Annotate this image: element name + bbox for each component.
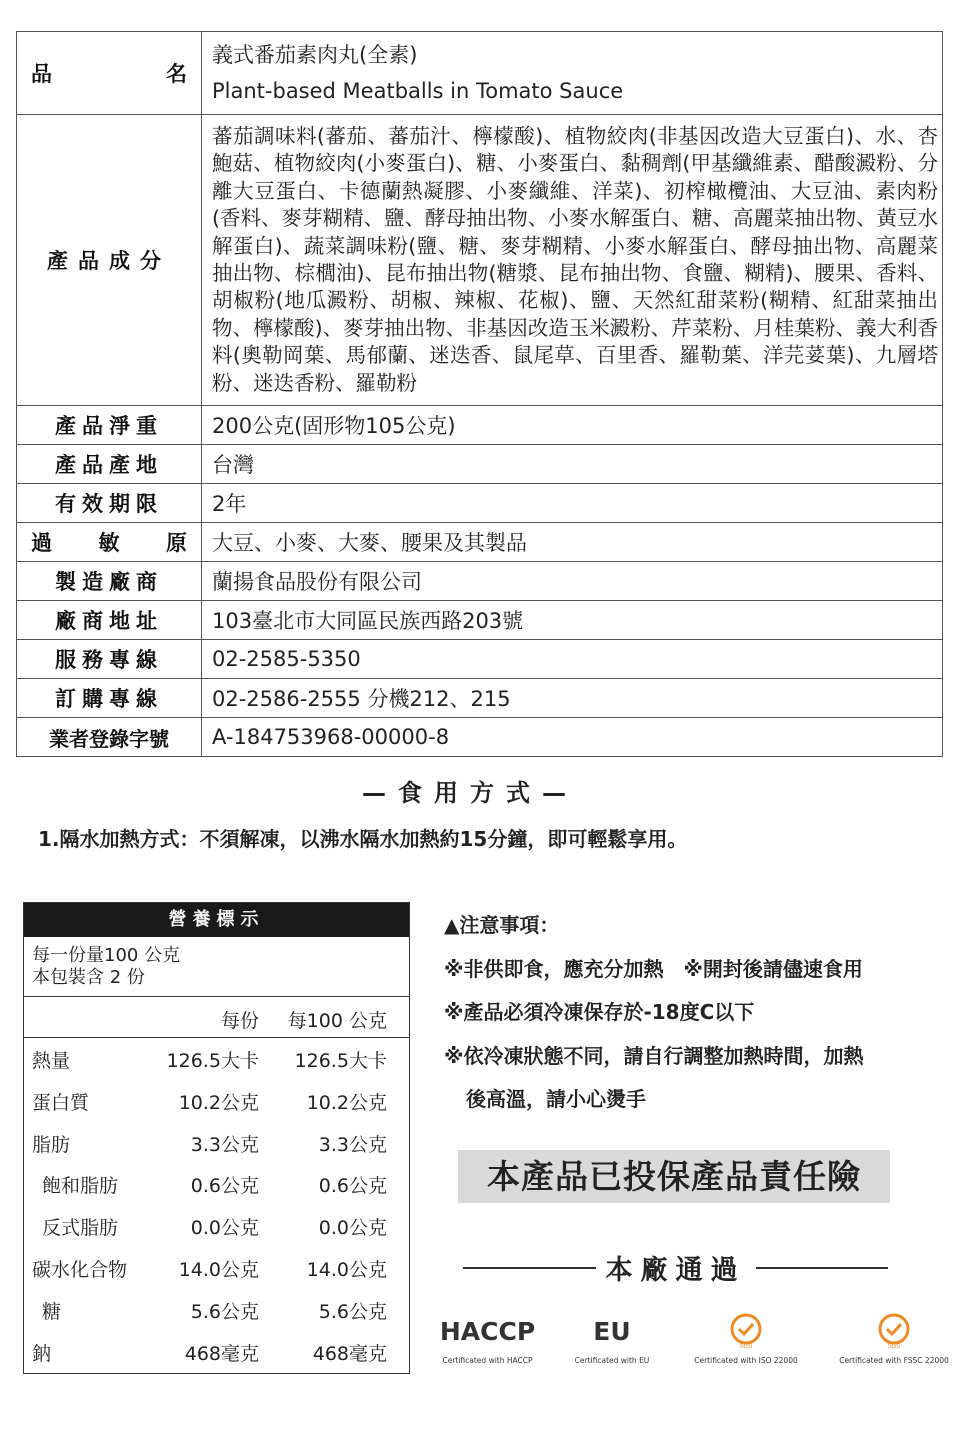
manufacturer-label: 製造廠商: [17, 562, 202, 601]
allergen-label: 過敏原: [17, 523, 202, 562]
nutrient-per-serving: 3.3公克: [190, 1133, 259, 1156]
nutrition-row-sugar: [24, 1289, 409, 1331]
ingredients-label: 產品成分: [17, 115, 202, 406]
nutrient-per-serving: 14.0公克: [178, 1258, 259, 1281]
net-weight-label: 產品淨重: [17, 406, 202, 445]
service-line-value: 02-2585-5350: [202, 640, 943, 679]
haccp-logo: HACCP: [439, 1316, 536, 1346]
nutrient-name: 糖: [42, 1300, 62, 1323]
nutrition-row-sodium: [24, 1331, 409, 1373]
cert-caption: Certificated with EU: [574, 1356, 650, 1365]
nutrient-per-100g: 0.6公克: [318, 1175, 387, 1198]
nutrition-rows: [24, 1038, 409, 1372]
notes-section: [444, 910, 944, 1128]
nutrient-name: 蛋白質: [32, 1091, 90, 1114]
nutrient-per-100g: 10.2公克: [306, 1091, 387, 1114]
col-per-100g: 每100 公克: [287, 1010, 387, 1032]
nutrient-per-serving: 126.5大卡: [166, 1050, 259, 1072]
svg-text:SGS: SGS: [887, 1344, 901, 1350]
nutrient-per-100g: 5.6公克: [318, 1300, 387, 1323]
nutrient-name: 脂肪: [32, 1133, 71, 1156]
product-info-table: [16, 31, 943, 757]
origin-value: 台灣: [202, 445, 943, 484]
insurance-banner: 本產品已投保產品責任險: [458, 1150, 890, 1203]
nutrition-serving-info: [24, 937, 409, 997]
col-per-serving: 每份: [220, 1010, 259, 1032]
nutrient-per-100g: 3.3公克: [318, 1133, 387, 1156]
sgs-badge-icon: [838, 1312, 950, 1350]
note-line-4: 後高溫，請小心燙手: [466, 1087, 646, 1111]
nutrient-per-100g: 0.0公克: [318, 1217, 387, 1240]
nutrient-per-serving: 5.6公克: [190, 1300, 259, 1323]
divider: [463, 1267, 596, 1269]
cert-fssc22000: [838, 1312, 950, 1365]
note-line-1: ※非供即食，應充分加熱 ※開封後請儘速食用: [444, 956, 863, 981]
nutrition-row-carbohydrate: [24, 1247, 409, 1289]
notes-title: ▲注意事項：: [444, 913, 560, 937]
nutrition-row-fat: [24, 1122, 409, 1164]
eu-logo: EU: [593, 1316, 631, 1346]
serving-size: 每一份量100 公克: [32, 945, 181, 966]
nutrition-row-trans-fat: [24, 1205, 409, 1247]
nutrient-per-100g: 468毫克: [312, 1342, 387, 1365]
registration-label: 業者登錄字號: [17, 718, 202, 757]
address-value: 103臺北市大同區民族西路203號: [202, 601, 943, 640]
nutrient-name: 飽和脂肪: [42, 1175, 119, 1198]
manufacturer-value: 蘭揚食品股份有限公司: [202, 562, 943, 601]
nutrient-per-100g: 14.0公克: [306, 1258, 387, 1281]
nutrition-column-headers: [24, 997, 409, 1038]
origin-label: 產品產地: [17, 445, 202, 484]
shelf-life-value: 2年: [202, 484, 943, 523]
net-weight-value: 200公克(固形物105公克): [202, 406, 943, 445]
nutrient-name: 碳水化合物: [32, 1258, 128, 1281]
sgs-badge-icon: [690, 1312, 802, 1350]
nutrient-per-100g: 126.5大卡: [294, 1050, 387, 1072]
cert-haccp: [440, 1312, 535, 1365]
certification-heading-text: 本廠通過: [605, 1255, 746, 1286]
nutrient-per-serving: 10.2公克: [178, 1091, 259, 1114]
servings-per-package: 本包裝含 2 份: [32, 967, 145, 988]
ingredients-text: 蕃茄調味料(蕃茄、蕃茄汁、檸檬酸)、植物絞肉(非基因改造大豆蛋白)、水、杏鮑菇、植物絞肉(小麥蛋白)、糖、小麥蛋白、黏稠劑(甲基纖維素、醋酸澱粉、分離大豆蛋白、卡德蘭熱凝膠、小麥纖維、洋菜)、初榨橄欖油、大豆油、素肉粉(香料、麥芽糊精、鹽、酵母抽出物、小麥水解蛋白、糖、高麗菜抽出物、黃豆水解蛋白)、蔬菜調味粉(鹽、糖、麥芽糊精、小麥水解蛋白、酵母抽出物、高麗菜抽出物、棕櫚油)、昆布抽出物(糖漿、昆布抽出物、食鹽、糊精)、腰果、香料、胡椒粉(地瓜澱粉、胡椒、辣椒、花椒)、鹽、天然紅甜菜粉(糊精、紅甜菜抽出物、檸檬酸)、麥芽抽出物、非基因改造玉米澱粉、芹菜粉、月桂葉粉、義大利香料(奧勒岡葉、馬郁蘭、迷迭香、鼠尾草、百里香、羅勒葉、洋芫荽葉)、九層塔粉、迷迭香粉、羅勒粉: [202, 115, 943, 406]
product-name: [202, 32, 943, 115]
note-line-3: ※依冷凍狀態不同，請自行調整加熱時間，加熱: [444, 1043, 864, 1068]
name-label: 品 名: [17, 32, 202, 115]
nutrient-name: 反式脂肪: [42, 1217, 119, 1240]
service-line-label: 服務專線: [17, 640, 202, 679]
allergen-value: 大豆、小麥、大麥、腰果及其製品: [202, 523, 943, 562]
nutrition-facts-table: [23, 902, 410, 1374]
svg-text:SGS: SGS: [739, 1344, 753, 1350]
cert-eu: [572, 1312, 652, 1365]
address-label: 廠商地址: [17, 601, 202, 640]
nutrient-name: 熱量: [32, 1050, 71, 1072]
nutrition-row-protein: [24, 1080, 409, 1122]
usage-instruction: 1.隔水加熱方式：不須解凍，以沸水隔水加熱約15分鐘，即可輕鬆享用。: [38, 827, 688, 851]
nutrient-per-serving: 0.6公克: [190, 1175, 259, 1198]
nutrient-per-serving: 468毫克: [184, 1342, 259, 1365]
product-name-en: Plant-based Meatballs in Tomato Sauce: [212, 79, 624, 103]
cert-caption: Certificated with FSSC 22000: [839, 1356, 949, 1365]
usage-title: —食用方式—: [362, 779, 578, 807]
nutrient-name: 鈉: [32, 1342, 52, 1365]
order-line-label: 訂購專線: [17, 679, 202, 718]
nutrition-row-saturated-fat: [24, 1163, 409, 1205]
divider: [756, 1267, 889, 1269]
nutrition-row-energy: [24, 1038, 409, 1080]
cert-caption: Certificated with ISO 22000: [694, 1356, 798, 1365]
nutrition-title: 營養標示: [24, 903, 409, 937]
cert-iso22000: [690, 1312, 802, 1365]
order-line-value: 02-2586-2555 分機212、215: [202, 679, 943, 718]
certification-heading: [463, 1248, 888, 1287]
shelf-life-label: 有效期限: [17, 484, 202, 523]
cert-caption: Certificated with HACCP: [442, 1356, 533, 1365]
note-line-2: ※產品必須冷凍保存於-18度C以下: [444, 1000, 755, 1024]
product-name-zh: 義式番茄素肉丸(全素): [212, 43, 418, 67]
registration-value: A-184753968-00000-8: [202, 718, 943, 757]
nutrient-per-serving: 0.0公克: [190, 1217, 259, 1240]
